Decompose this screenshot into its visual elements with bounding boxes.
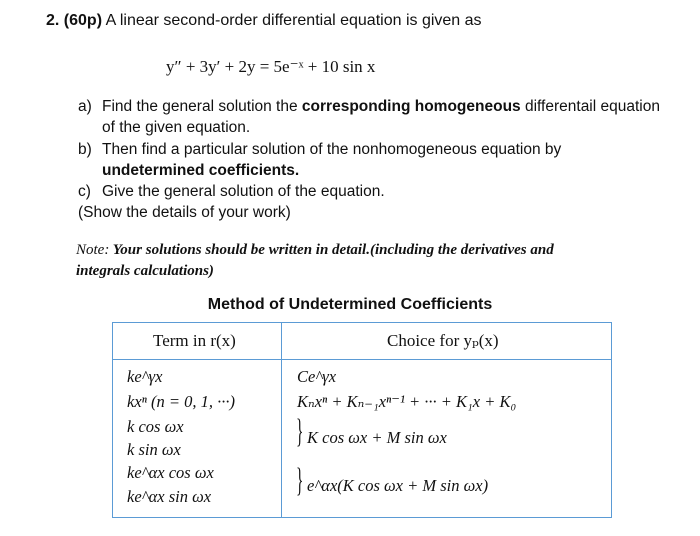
question-intro: A linear second-order differential equation is given as: [102, 12, 482, 29]
note-label: Note:: [76, 242, 110, 258]
choice-row: K cos ωx + M sin ωx: [307, 428, 447, 447]
part-a-line1: [102, 97, 660, 117]
note-text-2: integrals calculations): [76, 263, 214, 279]
part-a-line2: of the given equation.: [102, 119, 251, 136]
question-points: (60p): [63, 12, 103, 29]
brace-exp-trig: }: [296, 462, 304, 499]
term-row: ke^αx sin ωx: [127, 487, 212, 506]
part-c-label: c): [78, 183, 91, 200]
choice-row: Ce^γx: [297, 367, 337, 386]
choice-row: Kₙxⁿ + Kₙ₋₁xⁿ⁻¹ + ··· + K₁x + K₀: [297, 392, 517, 411]
part-b-label: b): [78, 141, 92, 158]
note: [76, 240, 554, 260]
header-choice: Choice for yₚ(x): [387, 331, 499, 350]
question-number: 2.: [46, 12, 60, 29]
part-a-label: a): [78, 98, 92, 115]
part-a: [78, 97, 92, 117]
term-row: ke^αx cos ωx: [127, 463, 214, 482]
show-work-text: (Show the details of your work): [78, 204, 291, 221]
part-b-line1: Then find a particular solution of the nonhomogeneous equation by: [102, 141, 562, 158]
part-c-text: Give the general solution of the equation.: [102, 183, 385, 200]
note-line2: [76, 261, 214, 281]
table-header-divider: [113, 359, 611, 360]
part-a-text: Find the general solution the: [102, 98, 302, 115]
table-column-divider: [281, 323, 282, 517]
part-a-text-end: differentail equation: [520, 98, 660, 115]
table-title: Method of Undetermined Coefficients: [207, 296, 493, 313]
question-header: [46, 12, 482, 30]
undetermined-coefficients-table: [112, 322, 612, 518]
header-term: Term in r(x): [153, 331, 236, 350]
differential-equation: y″ + 3y′ + 2y = 5e⁻ˣ + 10 sin x: [166, 57, 376, 76]
term-row: kxⁿ (n = 0, 1, ···): [127, 392, 235, 411]
note-text-1: Your solutions should be written in detail.(including the derivatives and: [109, 242, 554, 258]
term-row: k cos ωx: [127, 417, 184, 436]
part-b-bold: undetermined coefficients.: [102, 162, 300, 179]
choice-row: e^αx(K cos ωx + M sin ωx): [307, 476, 489, 495]
term-row: k sin ωx: [127, 440, 181, 459]
brace-trig: }: [296, 413, 304, 450]
term-row: ke^γx: [127, 367, 163, 386]
part-a-bold: corresponding homogeneous: [301, 98, 521, 115]
